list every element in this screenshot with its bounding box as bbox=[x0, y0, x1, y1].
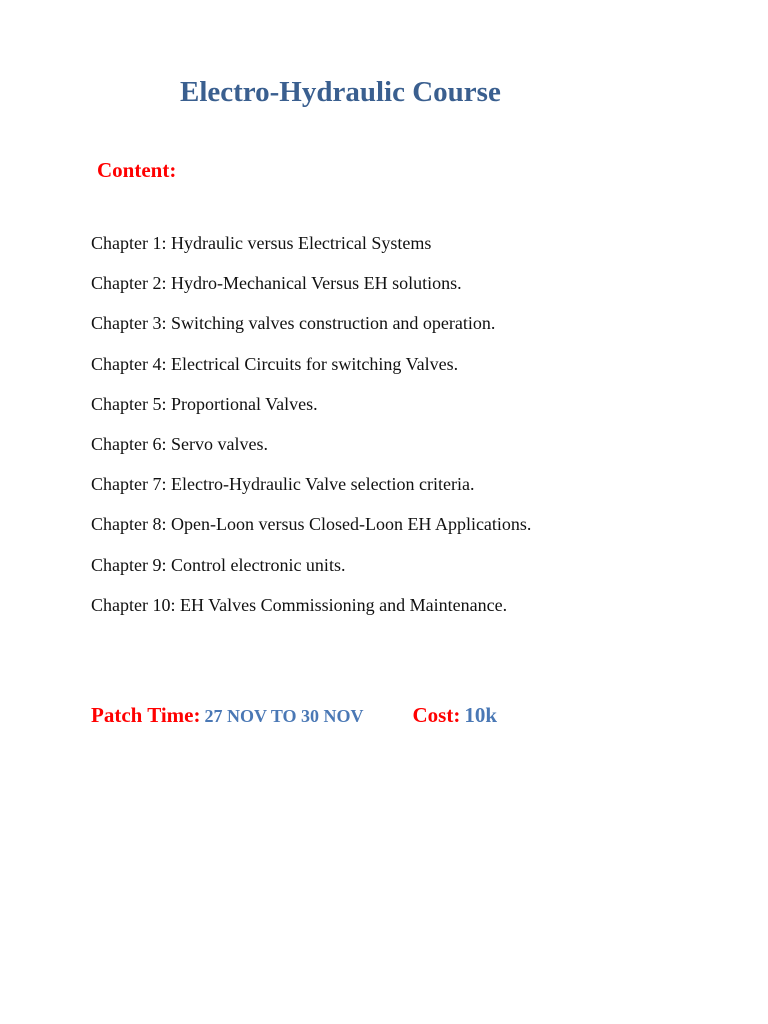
chapter-item: Chapter 8: Open-Loon versus Closed-Loon EH Applications. bbox=[91, 514, 532, 535]
chapter-item: Chapter 2: Hydro-Mechanical Versus EH solutions. bbox=[91, 273, 462, 294]
chapter-item: Chapter 7: Electro-Hydraulic Valve selection criteria. bbox=[91, 474, 475, 495]
patch-time-value: 27 NOV TO 30 NOV bbox=[204, 706, 364, 726]
chapter-item: Chapter 4: Electrical Circuits for switching Valves. bbox=[91, 353, 459, 374]
page-title: Electro-Hydraulic Course bbox=[180, 76, 501, 108]
patch-time-label: Patch Time: bbox=[91, 703, 201, 727]
schedule-line bbox=[91, 703, 497, 728]
chapter-item: Chapter 10: EH Valves Commissioning and Maintenance. bbox=[91, 594, 508, 615]
content-heading: Content: bbox=[97, 158, 177, 182]
cost-label: Cost: bbox=[412, 703, 461, 727]
chapter-item: Chapter 5: Proportional Valves. bbox=[91, 393, 318, 414]
chapter-item: Chapter 3: Switching valves construction and operation. bbox=[91, 313, 496, 334]
cost-value: 10k bbox=[464, 703, 498, 727]
chapter-list bbox=[91, 230, 531, 632]
chapter-item: Chapter 6: Servo valves. bbox=[91, 433, 268, 454]
chapter-item: Chapter 1: Hydraulic versus Electrical Systems bbox=[91, 233, 432, 253]
chapter-item: Chapter 9: Control electronic units. bbox=[91, 554, 346, 575]
